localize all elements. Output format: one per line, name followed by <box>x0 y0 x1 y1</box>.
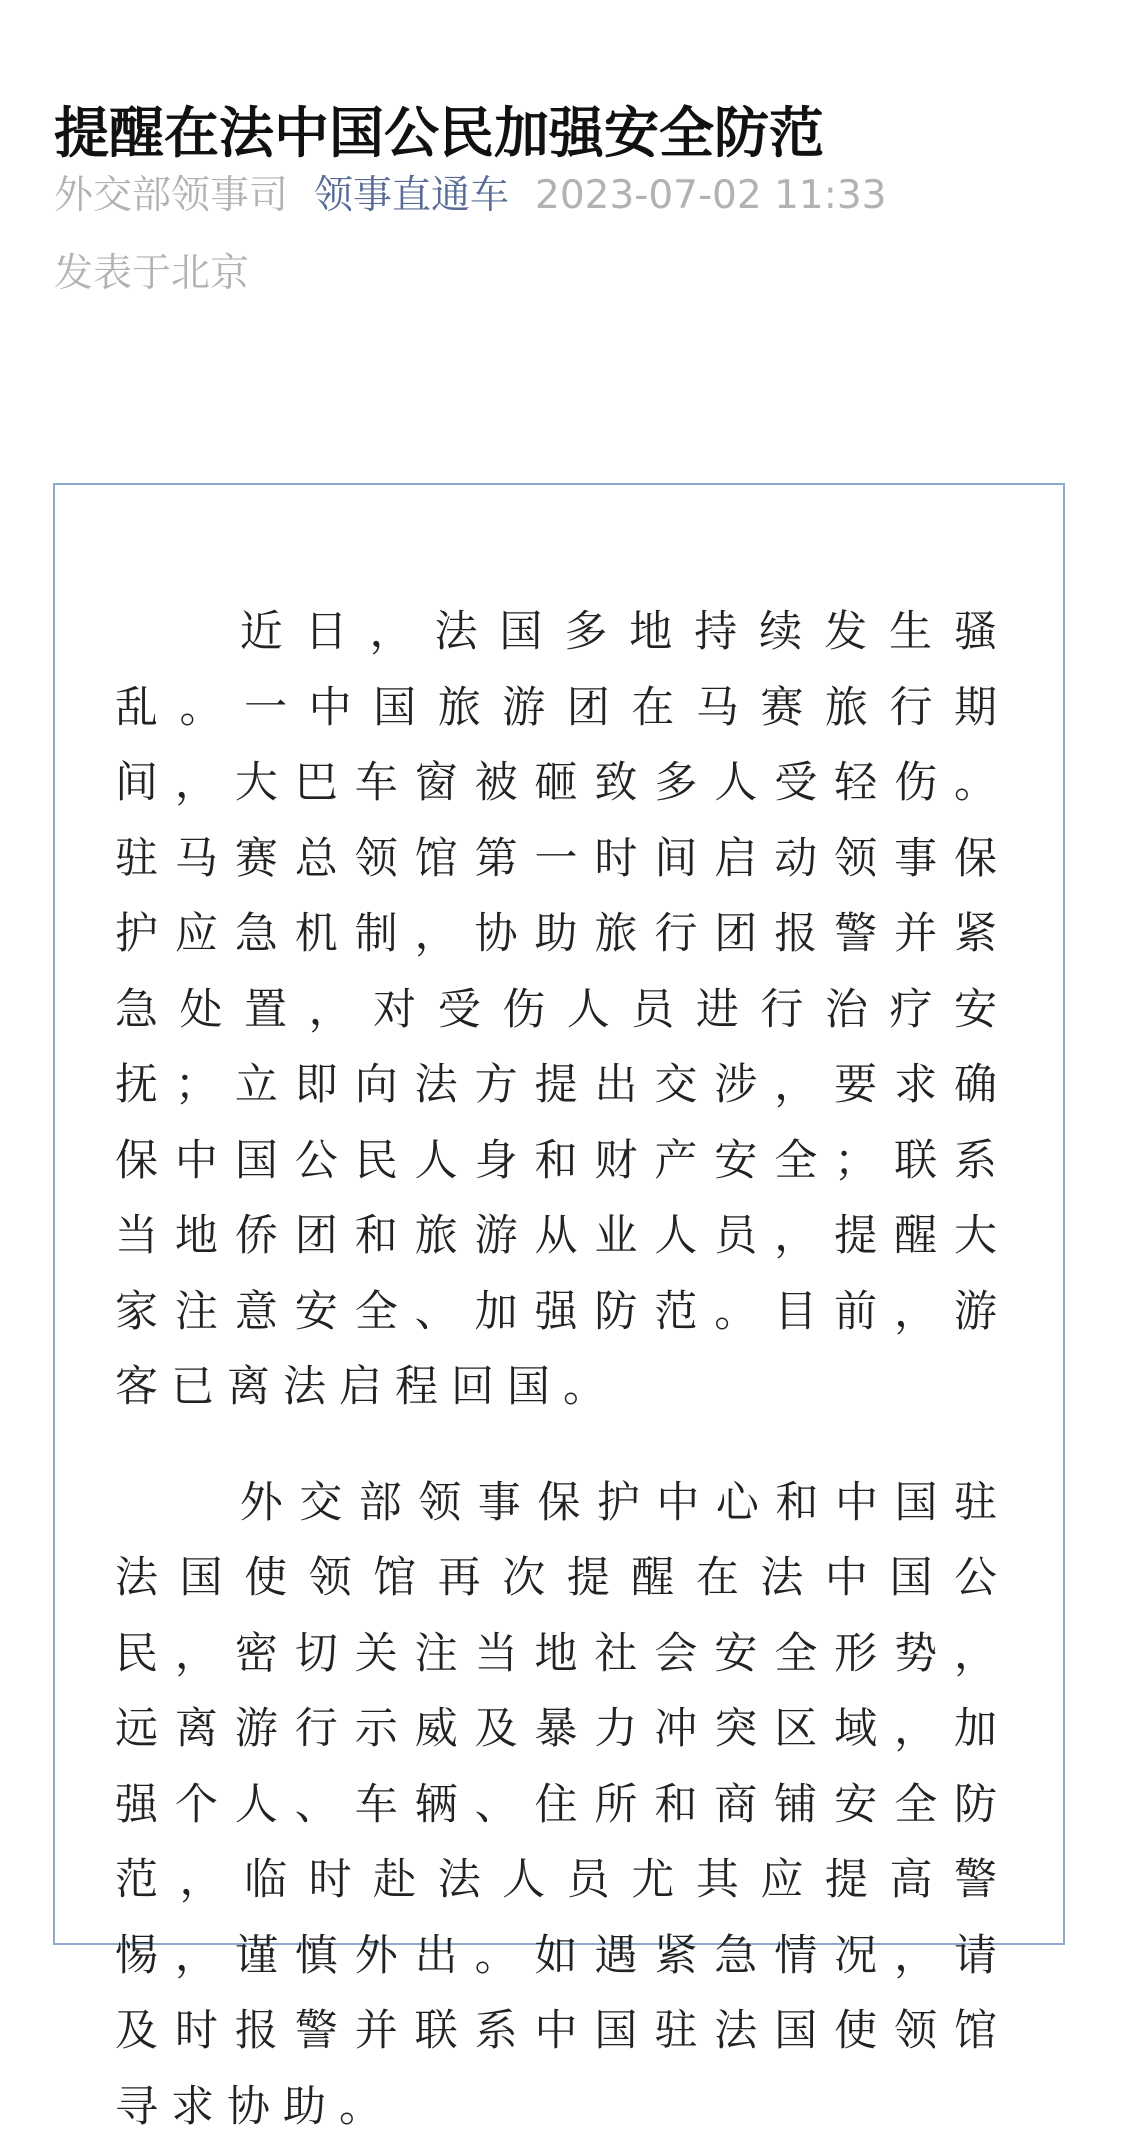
article-meta <box>54 168 886 224</box>
notice-paragraph: 近日，法国多地持续发生骚乱。一中国旅游团在马赛旅行期间，大巴车窗被砸致多人受轻伤。驻马赛总领馆第一时间启动领事保护应急机制，协助旅行团报警并紧急处置，对受伤人员进行治疗安抚；立即向法方提出交涉，要求确保中国公民人身和财产安全；联系当地侨团和旅游从业人员，提醒大家注意安全、加强防范。目前，游客已离法启程回国。 <box>115 595 1010 1426</box>
author-name: 外交部领事司 <box>54 173 288 218</box>
notice-paragraph: 外交部领事保护中心和中国驻法国使领馆再次提醒在法中国公民，密切关注当地社会安全形势，远离游行示威及暴力冲突区域，加强个人、车辆、住所和商铺安全防范，临时赴法人员尤其应提高警惕，谨慎外出。如遇紧急情况，请及时报警并联系中国驻法国使领馆寻求协助。 <box>115 1466 1010 2145</box>
article-title: 提醒在法中国公民加强安全防范 <box>54 95 1074 171</box>
publish-location: 发表于北京 <box>54 246 249 302</box>
account-link[interactable]: 领事直通车 <box>314 173 509 218</box>
notice-body <box>115 595 1010 2145</box>
notice-box <box>53 483 1065 1945</box>
publish-date: 2023-07-02 11:33 <box>535 173 886 218</box>
